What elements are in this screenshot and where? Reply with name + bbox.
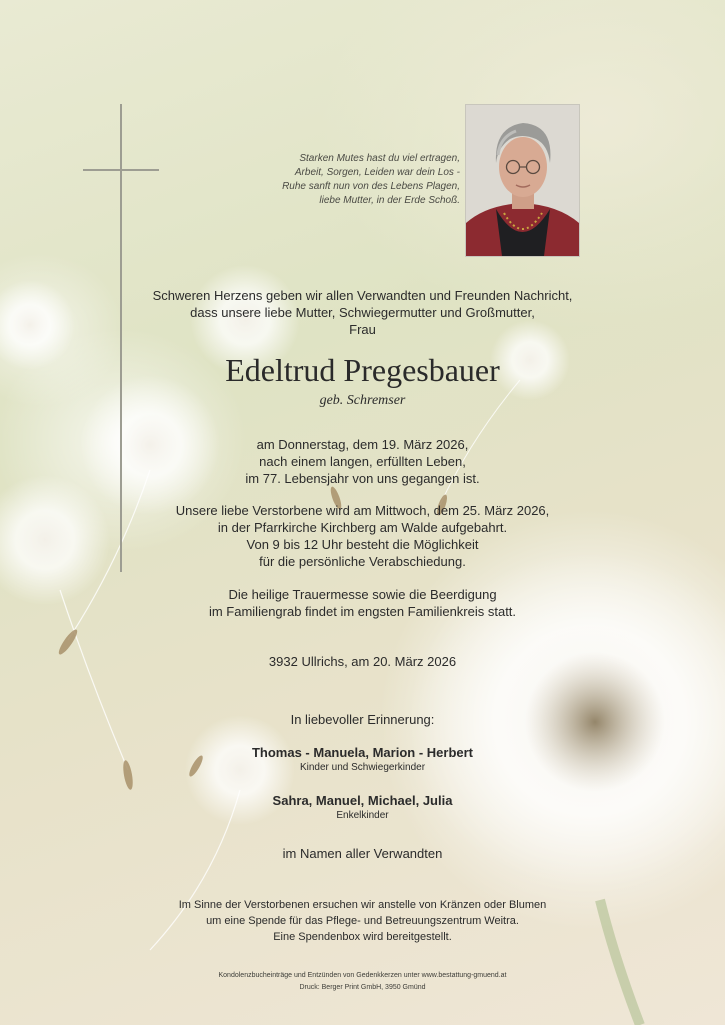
viewing-line: in der Pfarrkirche Kirchberg am Walde aufgebahrt. bbox=[217, 520, 508, 535]
viewing-info bbox=[0, 502, 725, 570]
footer bbox=[0, 970, 725, 994]
donation-line: Eine Spendenbox wird bereitgestellt. bbox=[273, 931, 452, 943]
death-notice-line: nach einem langen, erfüllten Leben, bbox=[259, 454, 466, 469]
funeral-line: im Familiengrab findet im engsten Familienkreis statt. bbox=[208, 604, 517, 619]
death-notice-line: am Donnerstag, dem 19. März 2026, bbox=[256, 437, 469, 452]
family-group-children bbox=[0, 744, 725, 775]
intro-line: Frau bbox=[349, 322, 376, 337]
deceased-name: Edeltrud Pregesbauer bbox=[225, 352, 500, 388]
intro-line: dass unsere liebe Mutter, Schwiegermutter und Großmutter, bbox=[190, 305, 535, 320]
viewing-line: für die persönliche Verabschiedung. bbox=[259, 554, 466, 569]
verse-line: Ruhe sanft nun von des Lebens Plagen, bbox=[282, 181, 460, 192]
family-names: Sahra, Manuel, Michael, Julia bbox=[272, 793, 453, 808]
verse-line: Arbeit, Sorgen, Leiden war dein Los - bbox=[294, 167, 460, 178]
family-group-grandchildren bbox=[0, 792, 725, 823]
portrait-photo bbox=[465, 104, 580, 257]
portrait-illustration bbox=[466, 105, 579, 256]
donation-request bbox=[0, 897, 725, 945]
viewing-line: Von 9 bis 12 Uhr besteht die Möglichkeit bbox=[246, 537, 479, 552]
donation-line: um eine Spende für das Pflege- und Betreuungszentrum Weitra. bbox=[206, 915, 519, 927]
family-relation: Kinder und Schwiegerkinder bbox=[299, 762, 426, 773]
funeral-line: Die heilige Trauermesse sowie die Beerdigung bbox=[228, 587, 497, 602]
place-and-date: 3932 Ullrichs, am 20. März 2026 bbox=[268, 654, 457, 669]
funeral-info bbox=[0, 586, 725, 620]
death-notice bbox=[0, 436, 725, 487]
birth-name: geb. Schremser bbox=[319, 393, 406, 408]
on-behalf-text: im Namen aller Verwandten bbox=[282, 846, 443, 861]
verse-line: Starken Mutes hast du viel ertragen, bbox=[299, 153, 460, 164]
donation-line: Im Sinne der Verstorbenen ersuchen wir anstelle von Kränzen oder Blumen bbox=[178, 899, 547, 911]
footer-condolence-line: Kondolenzbucheinträge und Entzünden von Gedenkkerzen unter www.bestattung-gmuend.at bbox=[218, 972, 507, 979]
in-memory-heading: In liebevoller Erinnerung: bbox=[290, 712, 435, 727]
intro-line: Schweren Herzens geben wir allen Verwandten und Freunden Nachricht, bbox=[152, 288, 573, 303]
memorial-verse bbox=[240, 152, 460, 208]
death-notice-line: im 77. Lebensjahr von uns gegangen ist. bbox=[245, 471, 480, 486]
viewing-line: Unsere liebe Verstorbene wird am Mittwoch, dem 25. März 2026, bbox=[175, 503, 550, 518]
footer-print-line: Druck: Berger Print GmbH, 3950 Gmünd bbox=[299, 984, 426, 991]
cross-horizontal bbox=[83, 169, 159, 171]
intro-text bbox=[0, 287, 725, 338]
family-relation: Enkelkinder bbox=[336, 810, 389, 821]
verse-line: liebe Mutter, in der Erde Schoß. bbox=[319, 195, 460, 206]
family-names: Thomas - Manuela, Marion - Herbert bbox=[251, 745, 474, 760]
